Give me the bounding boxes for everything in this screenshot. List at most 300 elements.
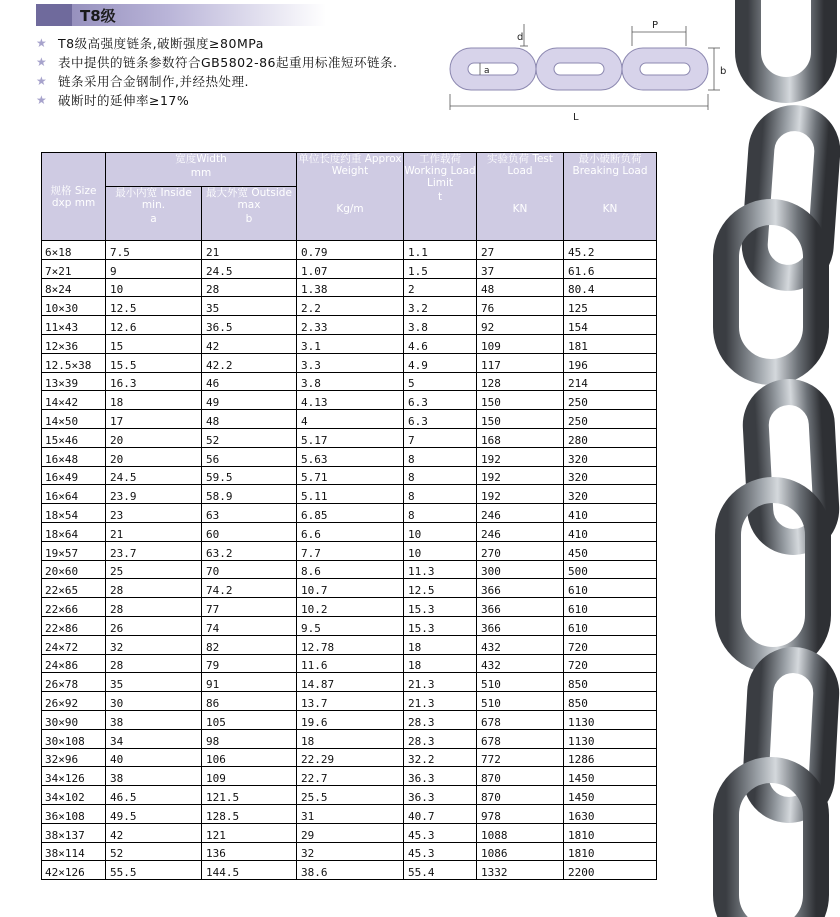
table-row (42, 635, 657, 654)
cell-working-load: 36.3 (404, 767, 477, 786)
table-header-row (42, 153, 657, 187)
cell-breaking-load: 320 (564, 447, 657, 466)
table-row (42, 616, 657, 635)
header-unit: mm (190, 167, 212, 179)
cell-test-load: 1086 (477, 842, 564, 861)
cell-weight: 2.33 (297, 316, 404, 335)
cell-weight: 8.6 (297, 560, 404, 579)
header-unit: a (150, 213, 157, 225)
table-row (42, 842, 657, 861)
cell-size: 22×86 (42, 616, 106, 635)
cell-outside-max: 36.5 (202, 316, 297, 335)
cell-working-load: 1.5 (404, 259, 477, 278)
cell-test-load: 510 (477, 673, 564, 692)
cell-test-load: 678 (477, 710, 564, 729)
star-icon: ★ (36, 36, 48, 50)
cell-test-load: 192 (477, 466, 564, 485)
cell-inside-min: 28 (106, 579, 202, 598)
header-label: 工作载荷 Working Load Limit (404, 153, 476, 189)
cell-outside-max: 128.5 (202, 804, 297, 823)
cell-working-load: 10 (404, 541, 477, 560)
cell-test-load: 432 (477, 654, 564, 673)
cell-working-load: 10 (404, 522, 477, 541)
cell-outside-max: 79 (202, 654, 297, 673)
cell-working-load: 7 (404, 428, 477, 447)
cell-size: 18×54 (42, 504, 106, 523)
cell-size: 12.5×38 (42, 353, 106, 372)
column-header-test (477, 153, 564, 241)
cell-size: 24×86 (42, 654, 106, 673)
chain-photo (700, 0, 840, 917)
cell-inside-min: 30 (106, 692, 202, 711)
cell-outside-max: 98 (202, 729, 297, 748)
cell-breaking-load: 450 (564, 541, 657, 560)
feature-item (36, 34, 456, 53)
table-row (42, 334, 657, 353)
table-row (42, 485, 657, 504)
cell-weight: 3.1 (297, 334, 404, 353)
column-header-outside (202, 187, 297, 241)
cell-working-load: 6.3 (404, 391, 477, 410)
cell-working-load: 21.3 (404, 673, 477, 692)
dimension-label-l: L (573, 112, 579, 123)
cell-weight: 10.2 (297, 598, 404, 617)
cell-test-load: 1088 (477, 823, 564, 842)
table-row (42, 410, 657, 429)
cell-test-load: 150 (477, 410, 564, 429)
cell-outside-max: 121.5 (202, 786, 297, 805)
cell-inside-min: 52 (106, 842, 202, 861)
table-row (42, 786, 657, 805)
cell-working-load: 15.3 (404, 616, 477, 635)
cell-outside-max: 74.2 (202, 579, 297, 598)
column-header-inside (106, 187, 202, 241)
cell-weight: 0.79 (297, 241, 404, 260)
cell-working-load: 8 (404, 447, 477, 466)
column-header-wll (404, 153, 477, 241)
cell-breaking-load: 1130 (564, 729, 657, 748)
table-row (42, 391, 657, 410)
cell-weight: 25.5 (297, 786, 404, 805)
cell-working-load: 18 (404, 635, 477, 654)
cell-breaking-load: 181 (564, 334, 657, 353)
cell-weight: 5.71 (297, 466, 404, 485)
cell-outside-max: 28 (202, 278, 297, 297)
cell-outside-max: 58.9 (202, 485, 297, 504)
cell-outside-max: 35 (202, 297, 297, 316)
table-row (42, 504, 657, 523)
cell-outside-max: 46 (202, 372, 297, 391)
header-label: 实验负荷 Test Load (486, 153, 553, 177)
star-icon: ★ (36, 55, 48, 69)
cell-inside-min: 21 (106, 522, 202, 541)
cell-size: 13×39 (42, 372, 106, 391)
cell-size: 15×46 (42, 428, 106, 447)
cell-outside-max: 42 (202, 334, 297, 353)
cell-test-load: 109 (477, 334, 564, 353)
cell-weight: 5.63 (297, 447, 404, 466)
cell-size: 10×30 (42, 297, 106, 316)
cell-inside-min: 12.5 (106, 297, 202, 316)
cell-inside-min: 46.5 (106, 786, 202, 805)
cell-working-load: 4.9 (404, 353, 477, 372)
cell-breaking-load: 410 (564, 522, 657, 541)
table-row (42, 654, 657, 673)
cell-outside-max: 106 (202, 748, 297, 767)
cell-breaking-load: 1810 (564, 823, 657, 842)
spec-table (41, 152, 657, 880)
cell-inside-min: 12.6 (106, 316, 202, 335)
table-row (42, 522, 657, 541)
cell-working-load: 45.3 (404, 823, 477, 842)
cell-breaking-load: 610 (564, 598, 657, 617)
cell-breaking-load: 1286 (564, 748, 657, 767)
cell-test-load: 48 (477, 278, 564, 297)
cell-outside-max: 144.5 (202, 861, 297, 880)
cell-size: 26×78 (42, 673, 106, 692)
cell-weight: 1.38 (297, 278, 404, 297)
cell-size: 42×126 (42, 861, 106, 880)
cell-breaking-load: 1450 (564, 786, 657, 805)
cell-size: 38×137 (42, 823, 106, 842)
cell-inside-min: 20 (106, 447, 202, 466)
cell-weight: 6.6 (297, 522, 404, 541)
cell-inside-min: 16.3 (106, 372, 202, 391)
cell-inside-min: 49.5 (106, 804, 202, 823)
spec-table-wrap (41, 152, 657, 880)
page-title: T8级 (80, 7, 116, 25)
cell-inside-min: 32 (106, 635, 202, 654)
cell-breaking-load: 320 (564, 485, 657, 504)
cell-weight: 32 (297, 842, 404, 861)
cell-test-load: 128 (477, 372, 564, 391)
dimension-label-d: d (517, 32, 524, 43)
table-row (42, 861, 657, 880)
cell-working-load: 28.3 (404, 729, 477, 748)
cell-breaking-load: 610 (564, 579, 657, 598)
cell-size: 7×21 (42, 259, 106, 278)
cell-weight: 22.29 (297, 748, 404, 767)
star-icon: ★ (36, 93, 48, 107)
cell-inside-min: 55.5 (106, 861, 202, 880)
cell-test-load: 76 (477, 297, 564, 316)
cell-outside-max: 136 (202, 842, 297, 861)
cell-test-load: 510 (477, 692, 564, 711)
header-unit: KN (602, 203, 618, 215)
cell-breaking-load: 610 (564, 616, 657, 635)
cell-size: 36×108 (42, 804, 106, 823)
table-row (42, 541, 657, 560)
table-row (42, 241, 657, 260)
cell-working-load: 18 (404, 654, 477, 673)
table-row (42, 316, 657, 335)
cell-outside-max: 109 (202, 767, 297, 786)
cell-outside-max: 49 (202, 391, 297, 410)
cell-working-load: 1.1 (404, 241, 477, 260)
header-label: 最小内宽 Inside min. (115, 187, 192, 211)
cell-test-load: 870 (477, 767, 564, 786)
cell-breaking-load: 45.2 (564, 241, 657, 260)
header-unit: Kg/m (336, 203, 364, 215)
cell-weight: 9.5 (297, 616, 404, 635)
cell-working-load: 28.3 (404, 710, 477, 729)
cell-outside-max: 74 (202, 616, 297, 635)
cell-breaking-load: 1450 (564, 767, 657, 786)
title-mark (36, 4, 72, 26)
cell-weight: 14.87 (297, 673, 404, 692)
cell-weight: 1.07 (297, 259, 404, 278)
cell-size: 24×72 (42, 635, 106, 654)
cell-breaking-load: 125 (564, 297, 657, 316)
cell-working-load: 3.2 (404, 297, 477, 316)
cell-breaking-load: 1630 (564, 804, 657, 823)
cell-inside-min: 24.5 (106, 466, 202, 485)
cell-test-load: 27 (477, 241, 564, 260)
cell-inside-min: 7.5 (106, 241, 202, 260)
cell-inside-min: 28 (106, 598, 202, 617)
cell-working-load: 8 (404, 504, 477, 523)
cell-breaking-load: 1130 (564, 710, 657, 729)
cell-size: 16×48 (42, 447, 106, 466)
cell-working-load: 6.3 (404, 410, 477, 429)
cell-working-load: 12.5 (404, 579, 477, 598)
cell-outside-max: 82 (202, 635, 297, 654)
cell-weight: 3.8 (297, 372, 404, 391)
cell-test-load: 37 (477, 259, 564, 278)
table-row (42, 466, 657, 485)
cell-inside-min: 17 (106, 410, 202, 429)
cell-outside-max: 48 (202, 410, 297, 429)
feature-item (36, 53, 456, 72)
cell-size: 11×43 (42, 316, 106, 335)
table-row (42, 278, 657, 297)
cell-test-load: 192 (477, 447, 564, 466)
cell-size: 30×108 (42, 729, 106, 748)
column-header-breaking (564, 153, 657, 241)
cell-weight: 11.6 (297, 654, 404, 673)
column-header-weight (297, 153, 404, 241)
cell-size: 32×96 (42, 748, 106, 767)
header-label: 宽度Width (175, 153, 227, 165)
cell-test-load: 117 (477, 353, 564, 372)
cell-size: 12×36 (42, 334, 106, 353)
cell-size: 14×42 (42, 391, 106, 410)
cell-working-load: 15.3 (404, 598, 477, 617)
cell-working-load: 3.8 (404, 316, 477, 335)
table-row (42, 579, 657, 598)
cell-working-load: 36.3 (404, 786, 477, 805)
cell-test-load: 192 (477, 485, 564, 504)
cell-size: 18×64 (42, 522, 106, 541)
cell-inside-min: 25 (106, 560, 202, 579)
column-header-width (106, 153, 297, 187)
cell-inside-min: 23.7 (106, 541, 202, 560)
cell-test-load: 870 (477, 786, 564, 805)
cell-weight: 12.78 (297, 635, 404, 654)
cell-breaking-load: 196 (564, 353, 657, 372)
cell-weight: 2.2 (297, 297, 404, 316)
cell-size: 20×60 (42, 560, 106, 579)
table-row (42, 560, 657, 579)
cell-weight: 3.3 (297, 353, 404, 372)
cell-working-load: 8 (404, 466, 477, 485)
cell-test-load: 150 (477, 391, 564, 410)
cell-inside-min: 15 (106, 334, 202, 353)
cell-inside-min: 15.5 (106, 353, 202, 372)
cell-breaking-load: 500 (564, 560, 657, 579)
cell-weight: 22.7 (297, 767, 404, 786)
cell-size: 22×66 (42, 598, 106, 617)
cell-outside-max: 24.5 (202, 259, 297, 278)
cell-size: 16×64 (42, 485, 106, 504)
cell-outside-max: 52 (202, 428, 297, 447)
cell-outside-max: 60 (202, 522, 297, 541)
cell-working-load: 55.4 (404, 861, 477, 880)
cell-size: 14×50 (42, 410, 106, 429)
cell-working-load: 5 (404, 372, 477, 391)
cell-breaking-load: 850 (564, 692, 657, 711)
cell-outside-max: 21 (202, 241, 297, 260)
feature-text: 破断时的延伸率≥17% (58, 93, 190, 108)
cell-test-load: 270 (477, 541, 564, 560)
cell-outside-max: 105 (202, 710, 297, 729)
cell-test-load: 366 (477, 616, 564, 635)
cell-weight: 38.6 (297, 861, 404, 880)
table-row (42, 259, 657, 278)
cell-weight: 31 (297, 804, 404, 823)
cell-inside-min: 35 (106, 673, 202, 692)
cell-breaking-load: 214 (564, 372, 657, 391)
table-row (42, 710, 657, 729)
table-row (42, 673, 657, 692)
cell-outside-max: 70 (202, 560, 297, 579)
table-row (42, 428, 657, 447)
cell-test-load: 432 (477, 635, 564, 654)
cell-working-load: 11.3 (404, 560, 477, 579)
table-row (42, 353, 657, 372)
cell-breaking-load: 154 (564, 316, 657, 335)
cell-working-load: 4.6 (404, 334, 477, 353)
cell-weight: 5.11 (297, 485, 404, 504)
cell-size: 30×90 (42, 710, 106, 729)
table-row (42, 372, 657, 391)
cell-outside-max: 77 (202, 598, 297, 617)
cell-weight: 5.17 (297, 428, 404, 447)
table-row (42, 297, 657, 316)
spec-table-body (42, 241, 657, 880)
cell-inside-min: 38 (106, 767, 202, 786)
dimension-label-p: P (652, 20, 659, 31)
cell-test-load: 366 (477, 579, 564, 598)
dimension-label-b: b (720, 66, 727, 77)
header-unit: t (437, 191, 443, 203)
feature-text: T8级高强度链条,破断强度≥80MPa (58, 36, 264, 51)
feature-text: 表中提供的链条参数符合GB5802-86起重用标准短环链条. (58, 55, 398, 70)
cell-outside-max: 121 (202, 823, 297, 842)
cell-inside-min: 26 (106, 616, 202, 635)
cell-weight: 4.13 (297, 391, 404, 410)
cell-inside-min: 9 (106, 259, 202, 278)
cell-weight: 19.6 (297, 710, 404, 729)
cell-test-load: 168 (477, 428, 564, 447)
cell-size: 16×49 (42, 466, 106, 485)
cell-outside-max: 91 (202, 673, 297, 692)
cell-size: 6×18 (42, 241, 106, 260)
cell-test-load: 300 (477, 560, 564, 579)
cell-outside-max: 86 (202, 692, 297, 711)
cell-breaking-load: 280 (564, 428, 657, 447)
cell-weight: 4 (297, 410, 404, 429)
cell-size: 34×126 (42, 767, 106, 786)
cell-outside-max: 42.2 (202, 353, 297, 372)
header-label: 最小破断负荷 Breaking Load (572, 153, 648, 177)
table-row (42, 447, 657, 466)
header-unit: b (245, 213, 253, 225)
cell-test-load: 772 (477, 748, 564, 767)
cell-breaking-load: 720 (564, 635, 657, 654)
cell-test-load: 978 (477, 804, 564, 823)
header-unit: KN (512, 203, 528, 215)
cell-inside-min: 40 (106, 748, 202, 767)
cell-weight: 7.7 (297, 541, 404, 560)
cell-weight: 18 (297, 729, 404, 748)
cell-inside-min: 10 (106, 278, 202, 297)
feature-item (36, 91, 456, 110)
cell-breaking-load: 2200 (564, 861, 657, 880)
cell-inside-min: 20 (106, 428, 202, 447)
cell-inside-min: 34 (106, 729, 202, 748)
cell-breaking-load: 250 (564, 391, 657, 410)
cell-size: 19×57 (42, 541, 106, 560)
table-row (42, 748, 657, 767)
cell-size: 26×92 (42, 692, 106, 711)
cell-working-load: 21.3 (404, 692, 477, 711)
cell-outside-max: 59.5 (202, 466, 297, 485)
cell-outside-max: 63 (202, 504, 297, 523)
cell-breaking-load: 250 (564, 410, 657, 429)
dimension-label-a: a (484, 66, 490, 76)
cell-test-load: 678 (477, 729, 564, 748)
cell-inside-min: 42 (106, 823, 202, 842)
cell-test-load: 246 (477, 504, 564, 523)
table-row (42, 729, 657, 748)
star-icon: ★ (36, 74, 48, 88)
cell-test-load: 92 (477, 316, 564, 335)
table-row (42, 823, 657, 842)
cell-weight: 6.85 (297, 504, 404, 523)
cell-breaking-load: 1810 (564, 842, 657, 861)
cell-inside-min: 18 (106, 391, 202, 410)
table-row (42, 598, 657, 617)
cell-size: 34×102 (42, 786, 106, 805)
table-row (42, 767, 657, 786)
cell-breaking-load: 410 (564, 504, 657, 523)
cell-test-load: 246 (477, 522, 564, 541)
header-label: 最大外宽 Outside max (206, 187, 292, 211)
cell-weight: 13.7 (297, 692, 404, 711)
feature-item (36, 72, 456, 91)
table-row (42, 804, 657, 823)
cell-working-load: 8 (404, 485, 477, 504)
cell-working-load: 2 (404, 278, 477, 297)
cell-test-load: 366 (477, 598, 564, 617)
cell-inside-min: 38 (106, 710, 202, 729)
cell-size: 22×65 (42, 579, 106, 598)
cell-breaking-load: 850 (564, 673, 657, 692)
cell-breaking-load: 61.6 (564, 259, 657, 278)
cell-breaking-load: 320 (564, 466, 657, 485)
cell-outside-max: 56 (202, 447, 297, 466)
